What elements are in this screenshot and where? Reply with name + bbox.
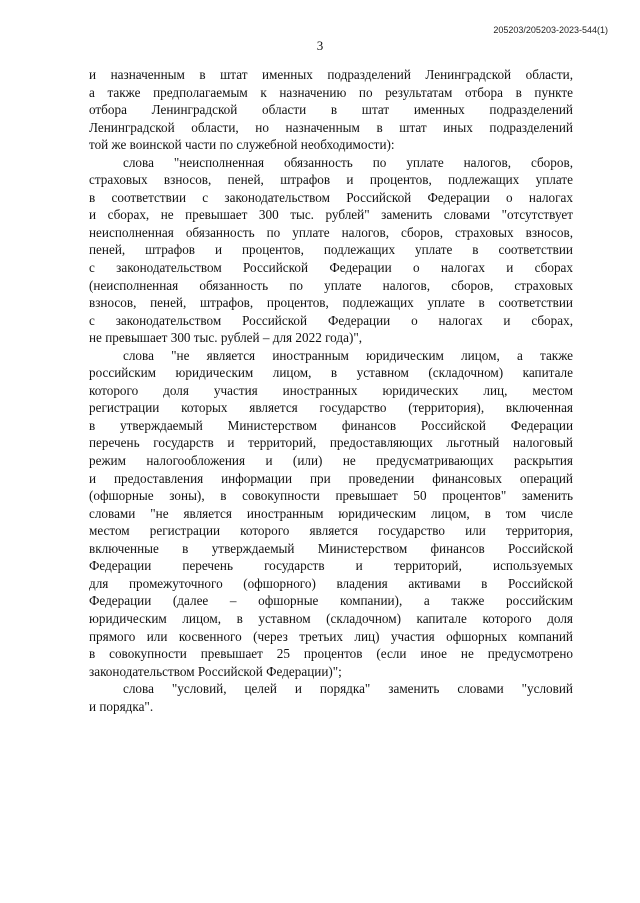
- document-body: [89, 66, 573, 715]
- text-line: и порядка".: [89, 698, 154, 714]
- text-line: прямого или косвенного (через третьих лиц) участия офшорных компаний: [89, 628, 573, 644]
- text-line: Федерации перечень государств и территорий, используемых: [89, 558, 573, 574]
- text-line: перечень государств и территорий, предоставляющих льготный налоговый: [89, 435, 573, 451]
- text-line: в совокупности превышает 25 процентов (если иное не предусмотрено: [89, 646, 573, 662]
- text-line: Ленинградской области, но назначенным в штат иных подразделений: [89, 119, 573, 135]
- text-line: регистрации которых является государство (территория), включенная: [89, 400, 573, 416]
- text-line: которого доля участия иностранных юридических лиц, местом: [89, 382, 573, 398]
- text-line: слова "неисполненная обязанность по уплате налогов, сборов,: [123, 154, 573, 170]
- text-line: отбора Ленинградской области в штат именных подразделений: [89, 102, 573, 118]
- text-line: слова "не является иностранным юридическим лицом, а также: [123, 347, 573, 363]
- text-line: юридическим лицом, в уставном (складочном) капитале которого доля: [89, 610, 573, 626]
- text-line: той же воинской части по служебной необходимости):: [89, 137, 395, 153]
- text-line: для промежуточного (офшорного) владения активами в Российской: [89, 575, 573, 591]
- text-line: страховых взносов, пеней, штрафов и процентов, подлежащих уплате: [89, 172, 573, 188]
- text-line: и назначенным в штат именных подразделений Ленинградской области,: [89, 67, 573, 82]
- text-line: пеней, штрафов и процентов, подлежащих уплате в соответствии: [89, 242, 573, 258]
- text-line: не превышает 300 тыс. рублей – для 2022 года)",: [89, 330, 363, 346]
- text-line: неисполненная обязанность по уплате налогов, сборов, страховых взносов,: [89, 224, 573, 240]
- text-line: включенные в утверждаемый Министерством финансов Российской: [89, 540, 573, 556]
- text-line: а также предполагаемым к назначению по результатам отбора в пункте: [89, 84, 573, 100]
- document-id: 205203/205203-2023-544(1): [493, 25, 608, 35]
- text-line: режим налогообложения и (или) не предусматривающих раскрытия: [89, 453, 573, 469]
- text-line: словами "не является иностранным юридическим лицом, в том числе: [89, 505, 573, 521]
- text-line: в соответствии с законодательством Российской Федерации о налогах: [89, 189, 573, 205]
- text-line: (неисполненная обязанность по уплате налогов, сборов, страховых: [89, 277, 573, 293]
- text-line: и предоставления информации при проведении финансовых операций: [89, 470, 573, 486]
- text-line: законодательством Российской Федерации)";: [89, 663, 342, 679]
- text-line: и сборах, не превышает 300 тыс. рублей" заменить словами "отсутствует: [89, 207, 573, 223]
- text-line: взносов, пеней, штрафов, процентов, подлежащих уплате в соответствии: [89, 295, 573, 311]
- text-line: местом регистрации которого является государство или территория,: [89, 523, 573, 539]
- text-line: (офшорные зоны), в совокупности превышает 50 процентов" заменить: [89, 488, 573, 504]
- text-line: с законодательством Российской Федерации о налогах и сборах: [89, 260, 573, 276]
- text-line: российским юридическим лицом, в уставном (складочном) капитале: [89, 365, 573, 381]
- text-line: в утверждаемый Министерством финансов Российской Федерации: [89, 417, 573, 433]
- text-line: Федерации (далее – офшорные компании), а также российским: [89, 593, 573, 609]
- text-line: с законодательством Российской Федерации о налогах и сборах,: [89, 312, 573, 328]
- text-line: слова "условий, целей и порядка" заменить словами "условий: [123, 681, 573, 697]
- page-number: 3: [316, 38, 324, 53]
